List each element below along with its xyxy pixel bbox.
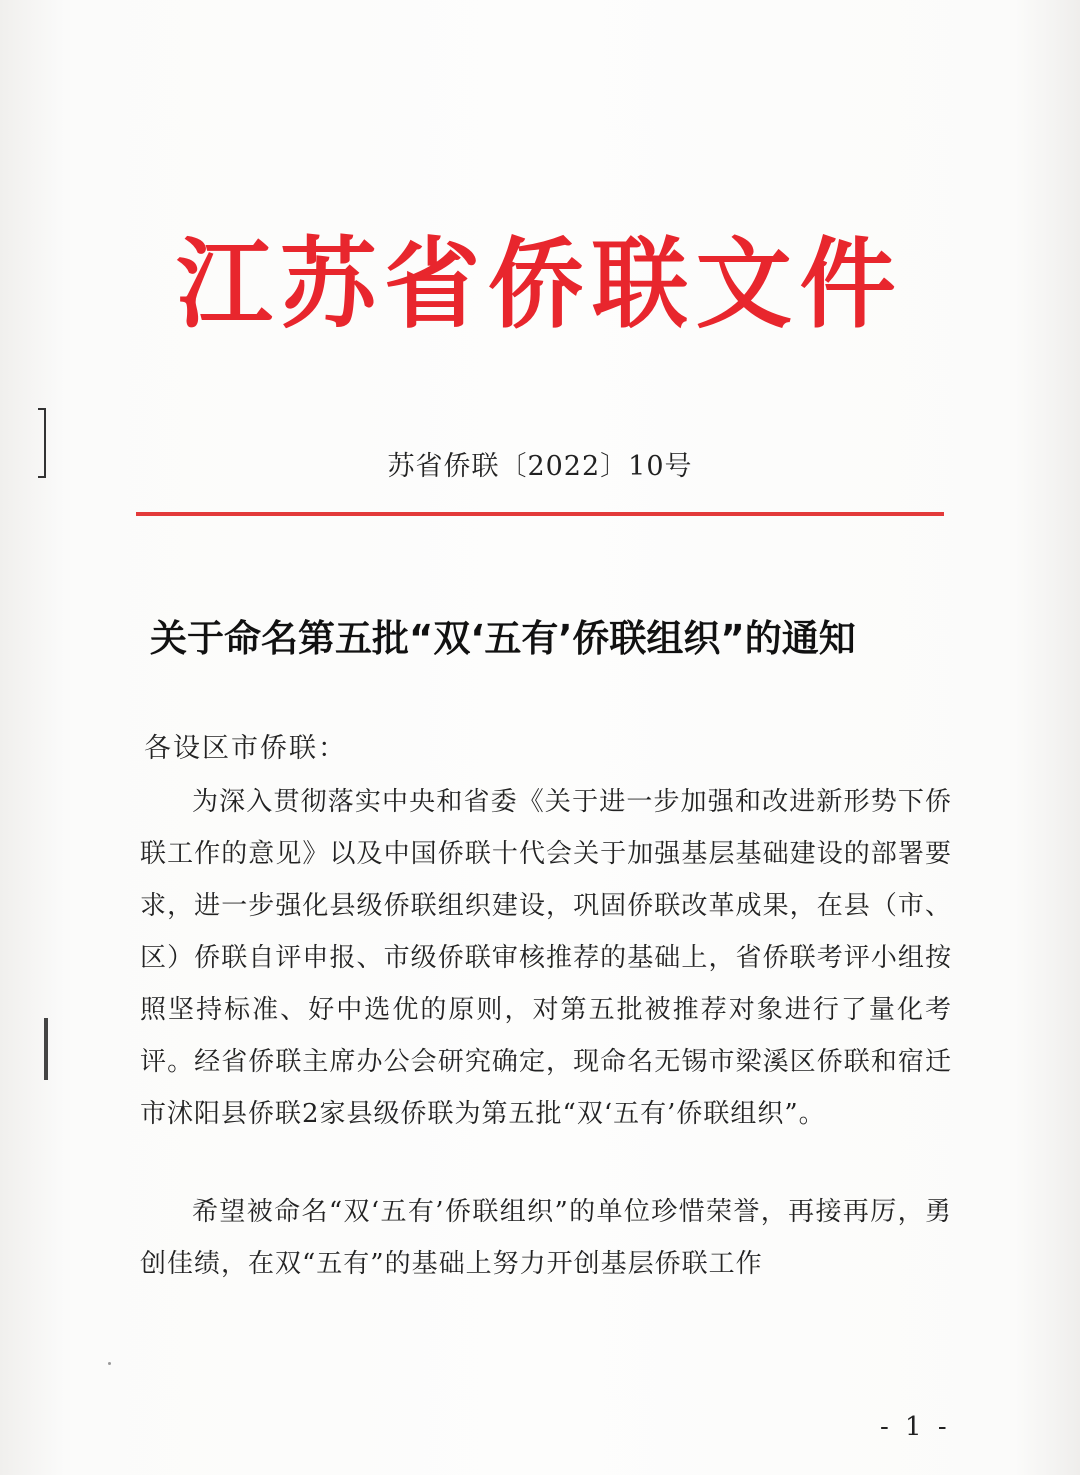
header-red-rule bbox=[136, 512, 944, 516]
document-number: 苏省侨联〔2022〕10号 bbox=[387, 451, 693, 482]
document-title: 关于命名第五批“双‘五有’侨联组织”的通知 bbox=[150, 617, 856, 660]
binding-mark-bottom bbox=[44, 1018, 48, 1080]
body-paragraph-1: 为深入贯彻落实中央和省委《关于进一步加强和改进新形势下侨联工作的意见》以及中国侨联十代会关于加强基层基础建设的部署要求，进一步强化县级侨联组织建设，巩固侨联改革成果，在县（市、区）侨联自评申报、市级侨联审核推荐的基础上，省侨联考评小组按照坚持标准、好中选优的原则，对第五批被推荐对象进行了量化考评。经省侨联主席办公会研究确定，现命名无锡市梁溪区侨联和宿迁市沭阳县侨联2家县级侨联为第五批“双‘五有’侨联组织”。 bbox=[140, 787, 952, 1129]
salutation: 各设区市侨联： bbox=[144, 733, 347, 764]
body-paragraph-2: 希望被命名“双‘五有’侨联组织”的单位珍惜荣誉，再接再厉，勇创佳绩，在双“五有”的基础上努力开创基层侨联工作 bbox=[140, 1197, 952, 1279]
document-header: 江苏省侨联文件 bbox=[176, 228, 904, 342]
scan-speck bbox=[108, 1362, 111, 1365]
page-number: - 1 - bbox=[880, 1412, 951, 1442]
